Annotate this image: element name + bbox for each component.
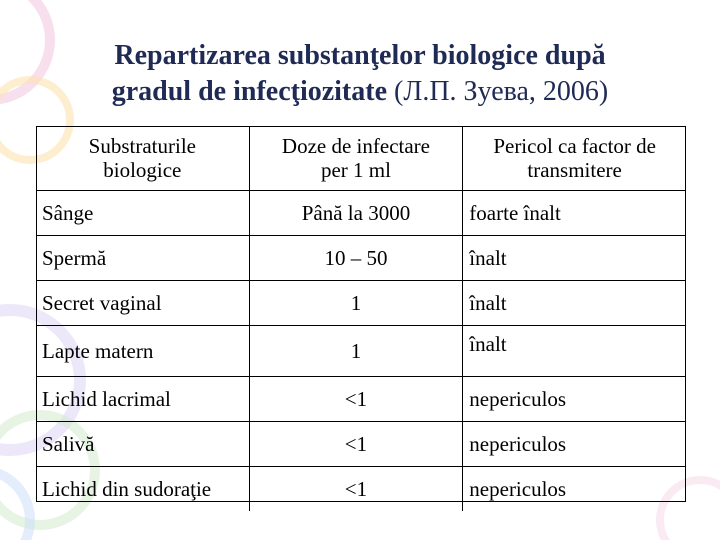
table-header-row: [36, 126, 686, 191]
cell-pericol: înalt: [463, 326, 686, 377]
table-row: [36, 467, 686, 512]
cell-substrat: Secret vaginal: [36, 281, 249, 326]
cell-substrat: Lichid din sudoraţie: [36, 467, 249, 512]
cell-pericol: nepericulos: [463, 377, 686, 422]
cell-pericol: nepericulos: [463, 422, 686, 467]
cell-substrat: Sânge: [36, 191, 249, 236]
cell-doza: 1: [249, 326, 463, 377]
page-title: [0, 38, 720, 110]
cell-pericol: nepericulos: [469, 476, 567, 501]
cell-substrat: Salivă: [36, 422, 249, 467]
cell-substrat: Lapte matern: [36, 326, 249, 377]
cell-pericol: înalt: [463, 281, 686, 326]
cell-doza: 10 – 50: [249, 236, 463, 281]
table-row: [36, 377, 686, 422]
title-line-2-text: gradul de infecţiozitate: [111, 76, 395, 107]
header-substrat: Substraturile biologice: [36, 126, 249, 191]
title-line-2: [0, 74, 720, 110]
title-line-1: Repartizarea substanţelor biologice după: [114, 40, 606, 71]
cell-doza: 1: [249, 281, 463, 326]
table-row: [36, 281, 686, 326]
table-row: [36, 422, 686, 467]
infectivity-table: [36, 126, 686, 511]
title-author: (Л.П. Зуева, 2006): [394, 76, 609, 107]
cell-pericol: înalt: [463, 236, 686, 281]
cell-doza: Până la 3000: [249, 191, 463, 236]
cell-substrat: Spermă: [36, 236, 249, 281]
header-doza: Doze de infectare per 1 ml: [249, 126, 463, 191]
table-row: [36, 236, 686, 281]
table-row: [36, 191, 686, 236]
header-pericol: Pericol ca factor de transmitere: [463, 126, 686, 191]
cell-doza: <1: [249, 422, 463, 467]
cell-doza: <1: [249, 377, 463, 422]
cell-pericol: foarte înalt: [463, 191, 686, 236]
cell-doza: <1: [249, 467, 463, 512]
table-row: [36, 326, 686, 377]
cell-substrat: Lichid lacrimal: [36, 377, 249, 422]
